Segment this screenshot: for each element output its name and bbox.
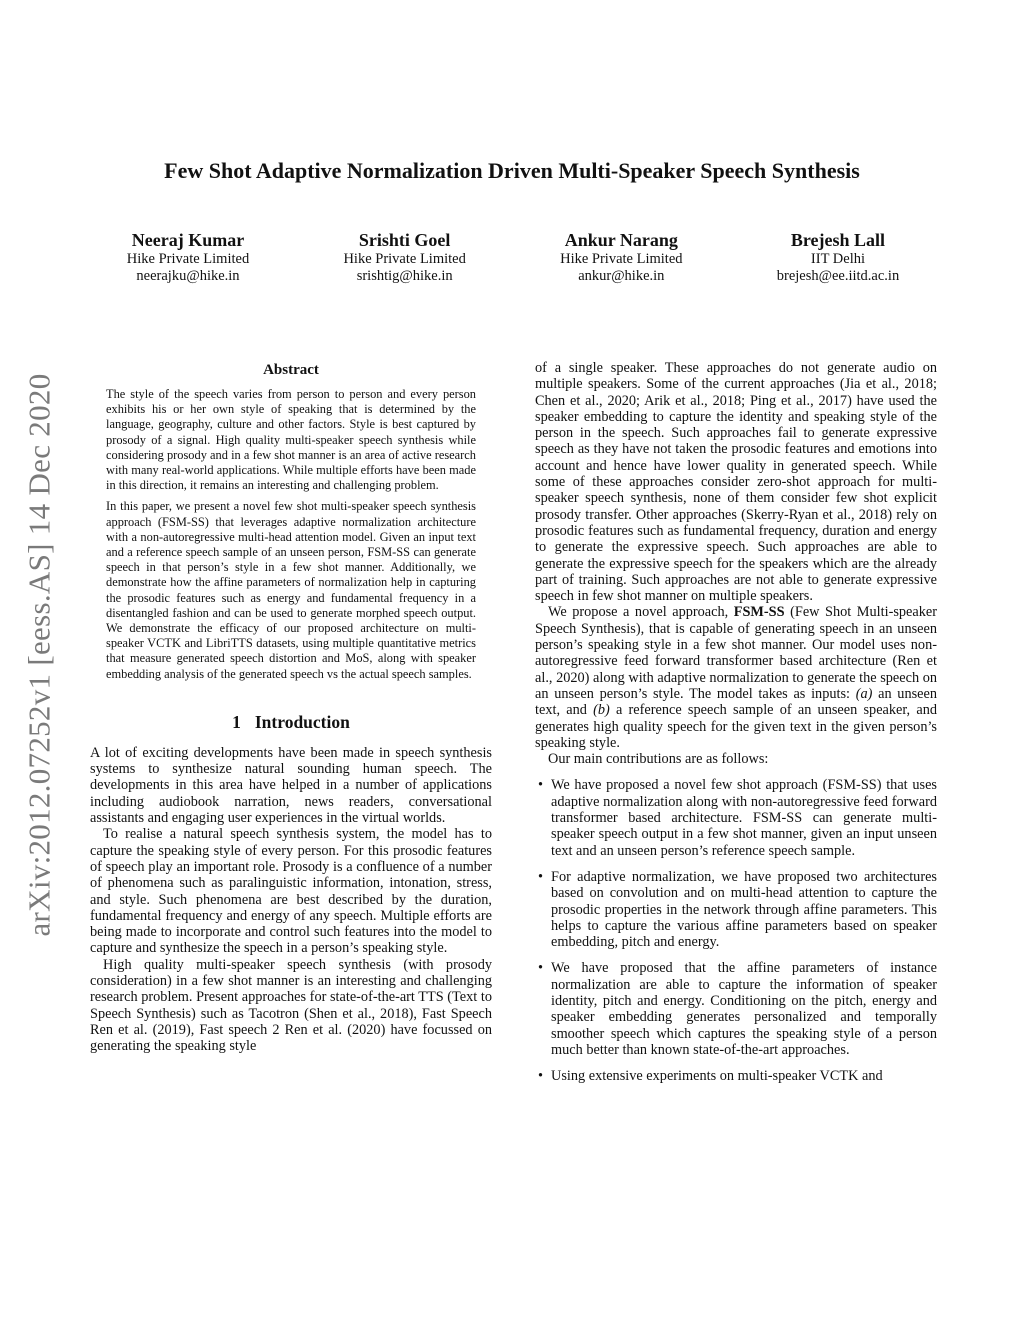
body-paragraph: A lot of exciting developments have been made in speech synthesis systems to synthesize natural sounding human speech. The developments in this area have helped in a number of applications including audiobook narration, news readers, conversational assistants and engaging user experiences in the virtual worlds. xyxy=(90,744,492,827)
author-block xyxy=(305,229,505,285)
right-column xyxy=(535,360,937,1094)
arxiv-identifier-text: arXiv:2012.07252v1 [eess.AS] 14 Dec 2020 xyxy=(22,373,57,937)
introduction-body xyxy=(90,745,492,1055)
method-name: FSM-SS xyxy=(733,604,785,621)
bullet-glyph: • xyxy=(538,1068,544,1085)
author-block xyxy=(88,229,288,285)
list-item xyxy=(535,777,937,858)
body-paragraph xyxy=(535,604,937,751)
paper-title: Few Shot Adaptive Normalization Driven Multi-Speaker Speech Synthesis xyxy=(164,158,860,183)
author-name: Neeraj Kumar xyxy=(131,230,245,250)
list-item xyxy=(535,1068,937,1084)
list-item-text: We have proposed a novel few shot approach (FSM-SS) that uses adaptive normalization along with non-autoregressive feed forward transformer based architecture. FSM-SS can generate multi-speaker speech output in a few shot manner, given an input unseen text and an unseen person’s reference speech sample. xyxy=(551,777,937,859)
author-email: srishtig@hike.in xyxy=(356,268,453,284)
body-paragraph: High quality multi-speaker speech synthesis (with prosody consideration) in a few shot manner is an interesting and challenging research problem. Present approaches for state-of-the-art TTS (Text to Speech Synthesis) such as Tacotron (Shen et al., 2018), Fast Speech Ren et al. (2019), Fast speech 2 Ren et al. (2020) have focussed on generating the speaking style xyxy=(90,956,492,1055)
text-run: We propose a novel approach, xyxy=(548,604,734,621)
abstract-paragraph: In this paper, we present a novel few shot multi-speaker speech synthesis approach (FSM-SS) that leverages adaptive normalization architecture with a non-autoregressive multi-head attention model. Given an input text and a reference speech sample of an unseen person, FSM-SS can generate speech in that person’s style in a few shot manner. Additionally, we demonstrate how the affine parameters of normalization help in capturing the prosodic features such as energy and fundamental frequency in a disentangled fashion and can be used to generate morphed speech output. We demonstrate the efficacy of our proposed architecture on multi-speaker VCTK and LibriTTS datasets, using multiple quantitative metrics that measure generated speech distortion and MoS, along with speaker embedding analysis of the generated speech vs the actual speech samples. xyxy=(106,499,476,681)
bullet-glyph: • xyxy=(538,777,544,794)
left-column xyxy=(90,360,492,1055)
section-title: Introduction xyxy=(254,711,350,732)
arxiv-identifier-stamp xyxy=(16,340,64,970)
author-name: Srishti Goel xyxy=(358,230,451,250)
author-affiliation: IIT Delhi xyxy=(810,251,866,267)
body-paragraph: of a single speaker. These approaches do not generate audio on multiple speakers. Some of the current approaches (Jia et al., 2018; Chen et al., 2020; Arik et al., 2018; Ping et al., 2017) have used the speaker embedding to capture the identity and speaking style of the person in the speech. Such approaches fail to generate expressive speech as they have not taken the prosodic features and emotions into account and hence have lower quality in generated speech. While some of these approaches consider zero-shot approach for multi-speaker speech synthesis, none of them consider few shot explicit prosody transfer. Other approaches (Skerry-Ryan et al., 2018) rely on prosodic features such as fundamental frequency, duration and energy to generate the expressive speech. Such approaches are able to generate the expressive speech for the speakers which are the already part of training. Such approaches are not able to generate expressive speech in few shot manner on multiple speakers. xyxy=(535,360,937,605)
list-item-text: Using extensive experiments on multi-speaker VCTK and xyxy=(551,1068,883,1085)
author-affiliation: Hike Private Limited xyxy=(343,251,466,267)
author-affiliation: Hike Private Limited xyxy=(126,251,250,267)
author-name: Brejesh Lall xyxy=(790,230,886,250)
author-email: brejesh@ee.iitd.ac.in xyxy=(776,268,900,284)
author-block xyxy=(521,229,721,285)
section-number: 1 xyxy=(232,711,241,732)
abstract-body xyxy=(106,387,476,682)
author-affiliation: Hike Private Limited xyxy=(560,251,683,267)
text-run: an unseen text, and xyxy=(535,685,938,719)
bullet-glyph: • xyxy=(538,868,544,885)
math-label: (a) xyxy=(855,685,873,702)
author-email: ankur@hike.in xyxy=(578,268,665,284)
contributions-list xyxy=(535,777,937,1084)
body-paragraph: To realise a natural speech synthesis system, the model has to capture the speaking style of every person. For this prosodic features of speech play an important role. Prosody is a confluence of a number of phenomena such as paralinguistic information, intonation, stress, and style. Such phenomena are best described by the duration, fundamental frequency and energy of any speech. Multiple efforts are being made to incorporate and control such features into the model to capture and synthesize the speech in a person’s speaking style. xyxy=(90,826,492,957)
list-item xyxy=(535,869,937,950)
list-item-text: For adaptive normalization, we have proposed two architectures based on convolution and on multi-head attention to capture the prosodic properties in the network through affine parameters. This helps to capture the various affine parameters based on speaker embedding, pitch and energy. xyxy=(551,868,937,951)
math-label: (b) xyxy=(593,702,610,719)
body-paragraph: Our main contributions are as follows: xyxy=(548,751,769,768)
author-name: Ankur Narang xyxy=(564,230,678,250)
list-item xyxy=(535,960,937,1058)
author-block xyxy=(738,229,938,285)
bullet-glyph: • xyxy=(538,960,544,977)
text-run: a reference speech sample of an unseen speaker, and generates high quality speech for the given text in the given person’s speaking style. xyxy=(535,702,937,751)
section-heading-introduction xyxy=(90,712,492,733)
abstract-heading: Abstract xyxy=(263,362,319,378)
abstract-paragraph: The style of the speech varies from person to person and every person exhibits his or her own style of speaking that is determined by the language, geography, culture and other factors. Style is best captured by prosody of a signal. High quality multi-speaker speech synthesis while considering prosody and in a few shot manner is an area of active research with many real-world applications. While multiple efforts have been made in this direction, it remains an interesting and challenging problem. xyxy=(106,387,476,493)
text-run: (Few Shot Multi-speaker Speech Synthesis), that is capable of generating speech in an unseen person’s speaking style in a few shot manner. Our model uses non-autoregressive feed forward transformer based architecture (Ren et al., 2020) along with adaptive normalization to generate the speech on an unseen person’s style. The model takes as inputs: xyxy=(535,604,937,702)
author-list xyxy=(88,229,938,285)
author-email: neerajku@hike.in xyxy=(136,268,240,284)
list-item-text: We have proposed that the affine parameters of instance normalization are able to capture the information of speaker identity, pitch and energy. Conditioning on the pitch, energy and speaker embedding generates personalized and temporally smoother speech which captures the speaking style of a person much better than known state-of-the-art approaches. xyxy=(551,960,937,1058)
